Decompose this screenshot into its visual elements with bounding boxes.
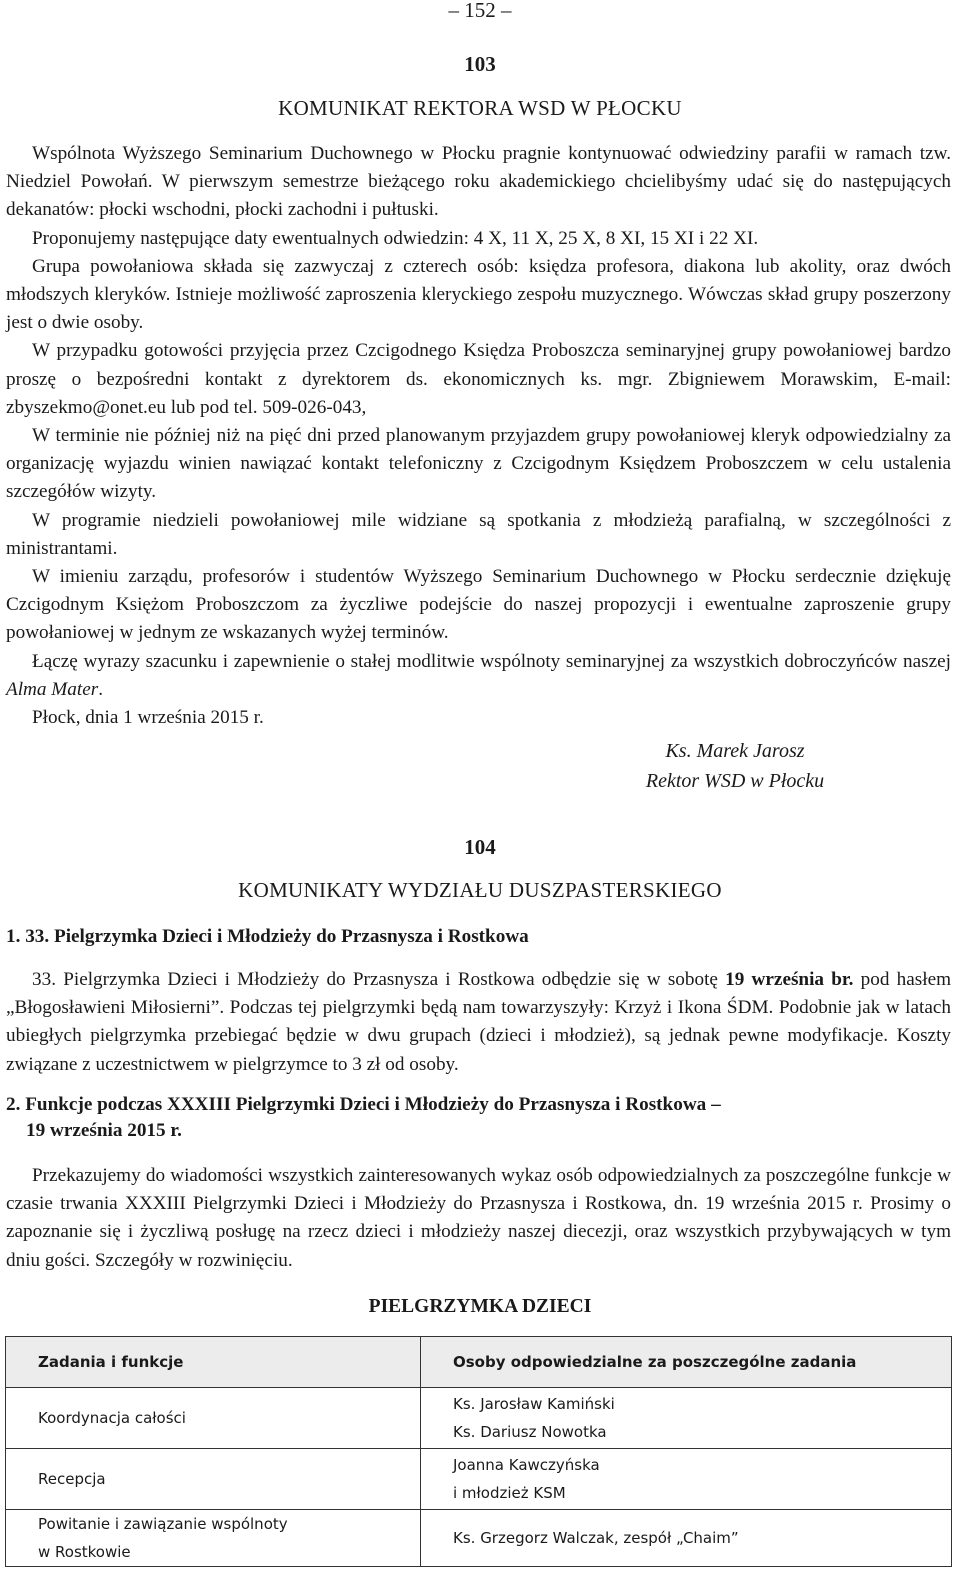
person-line: Ks. Dariusz Nowotka [453,1423,607,1441]
paragraph: W programie niedzieli powołaniowej mile widziane są spotkania z młodzieżą parafialną, w szczególności z ministrantami. [6,509,951,559]
header-cell-tasks: Zadania i funkcje [6,1337,421,1388]
signature-title: Rektor WSD w Płocku [645,770,825,792]
task-cell [6,1510,421,1567]
people-cell [421,1388,952,1449]
paragraph: Wspólnota Wyższego Seminarium Duchownego w Płocku pragnie kontynuować odwiedziny parafii w ramach tzw. Niedziel Powołań. W pierwszym semestrze bieżącego roku akademickiego chcielibyśmy udać się do następujących dekanatów: płocki wschodni, płocki zachodni i pułtuski. [6,143,951,221]
task-line: w Rostkowie [38,1543,131,1561]
section-103-title: KOMUNIKAT REKTORA WSD W PŁOCKU [278,96,682,120]
person-line: Ks. Jarosław Kamiński [453,1395,615,1413]
subsection-2-title-line2: 19 września 2015 r. [26,1120,182,1141]
header-cell-people: Osoby odpowiedzialne za poszczególne zadania [421,1337,952,1388]
table-row [6,1388,952,1449]
subsection-2-title-line1: 2. Funkcje podczas XXXIII Pielgrzymki Dzieci i Młodzieży do Przasnysza i Rostkowa – [6,1094,721,1115]
signature [560,736,910,796]
person-line: i młodzież KSM [453,1484,566,1502]
section-103-number: 103 [464,52,496,76]
people-cell [421,1510,952,1567]
paragraph: W imieniu zarządu, profesorów i studentów Wyższego Seminarium Duchownego w Płocku serdecznie dziękuję Czcigodnym Księżom Proboszczom za życzliwe podejście do naszej propozycji i ewentualne zaproszenie grupy powołaniowej w jednym ze wskazanych wyżej terminów. [6,566,951,644]
sub1-text-b: pod hasłem „Błogosławieni Miłosierni”. Podczas tej pielgrzymki będą nam towarzyszyły: Krzyż i Ikona ŚDM. Podobnie jak w latach ubiegłych pielgrzymka przebiegać będzie w dwu grupach (dzieci i młodzież), są jednak pewne modyfikacje. Koszty związane z uczestnictwem w pielgrzymce to 3 zł od osoby. [6,969,952,1075]
signature-name: Ks. Marek Jarosz [665,740,805,762]
page-number: – 152 – [448,0,512,22]
section-104-title: KOMUNIKATY WYDZIAŁU DUSZPASTERSKIEGO [238,878,722,902]
duties-table [5,1336,952,1567]
task-cell [6,1388,421,1449]
paragraph: W terminie nie później niż na pięć dni przed planowanym przyjazdem grupy powołaniowej kleryk odpowiedzialny za organizację wyjazdu winien nawiązać kontakt telefoniczny z Czcigodnym Księdzem Proboszczem w celu ustalenia szczegółów wizyty. [6,425,951,503]
task-cell [6,1449,421,1510]
closing-text: Łączę wyrazy szacunku i zapewnienie o stałej modlitwie wspólnoty seminaryjnej za wszystkich dobroczyńców naszej [32,650,951,672]
paragraph: W przypadku gotowości przyjęcia przez Czcigodnego Księdza Proboszcza seminaryjnej grupy powołaniowej bardzo proszę o bezpośredni kontakt z dyrektorem ds. ekonomicznych ks. mgr. Zbigniewem Morawskim, E-mail: zbyszekmo@onet.eu lub pod tel. 509-026-043, [6,340,951,418]
task-line: Powitanie i zawiązanie wspólnoty [38,1515,288,1533]
people-cell [421,1449,952,1510]
subsection-2-text: Przekazujemy do wiadomości wszystkich zainteresowanych wykaz osób odpowiedzialnych za poszczególne funkcje w czasie trwania XXXIII Pielgrzymki Dzieci i Młodzieży do Przasnysza i Rostkowa, dn. 19 września 2015 r. Prosimy o zapoznanie się i życzliwą posługę na rzecz dzieci i młodzieży naszej diecezji, oraz wszystkich przybywających w tym dniu gości. Szczegóły w rozwinięciu. [6,1165,951,1271]
subsection-2 [6,1092,951,1275]
closing-paragraph [6,648,951,704]
table-row [6,1449,952,1510]
task-line: Koordynacja całości [38,1409,186,1427]
date-line-wrap [6,704,951,732]
table-title: PIELGRZYMKA DZIECI [368,1296,592,1317]
task-line: Recepcja [38,1470,106,1488]
closing-end: . [98,678,103,700]
section-104-number: 104 [464,835,496,859]
subsection-2-title [6,1092,951,1144]
subsection-1 [6,924,951,1079]
paragraph: Grupa powołaniowa składa się zazwyczaj z czterech osób: księdza profesora, diakona lub akolity, oraz dwóch młodszych kleryków. Istnieje możliwość zaproszenia kleryckiego zespołu muzycznego. Wówczas skład grupy poszerzony jest o dwie osoby. [6,255,951,334]
sub1-text-a: 33. Pielgrzymka Dzieci i Młodzieży do Przasnysza i Rostkowa odbędzie się w sobotę [32,969,718,990]
date-line: Płock, dnia 1 września 2015 r. [32,707,264,728]
table-header-row [6,1337,952,1388]
subsection-1-text [6,966,951,1079]
section-103-body [6,140,951,704]
paragraph: Proponujemy następujące daty ewentualnych odwiedzin: 4 X, 11 X, 25 X, 8 XI, 15 XI i 22 XI. [32,227,759,249]
alma-mater: Alma Mater [6,678,99,700]
person-line: Ks. Grzegorz Walczak, zespół „Chaim” [453,1529,739,1547]
person-line: Joanna Kawczyńska [453,1456,600,1474]
subsection-1-title: 1. 33. Pielgrzymka Dzieci i Młodzieży do Przasnysza i Rostkowa [6,926,529,947]
table-row [6,1510,952,1567]
sub1-bold-date: 19 września br. [725,969,854,990]
